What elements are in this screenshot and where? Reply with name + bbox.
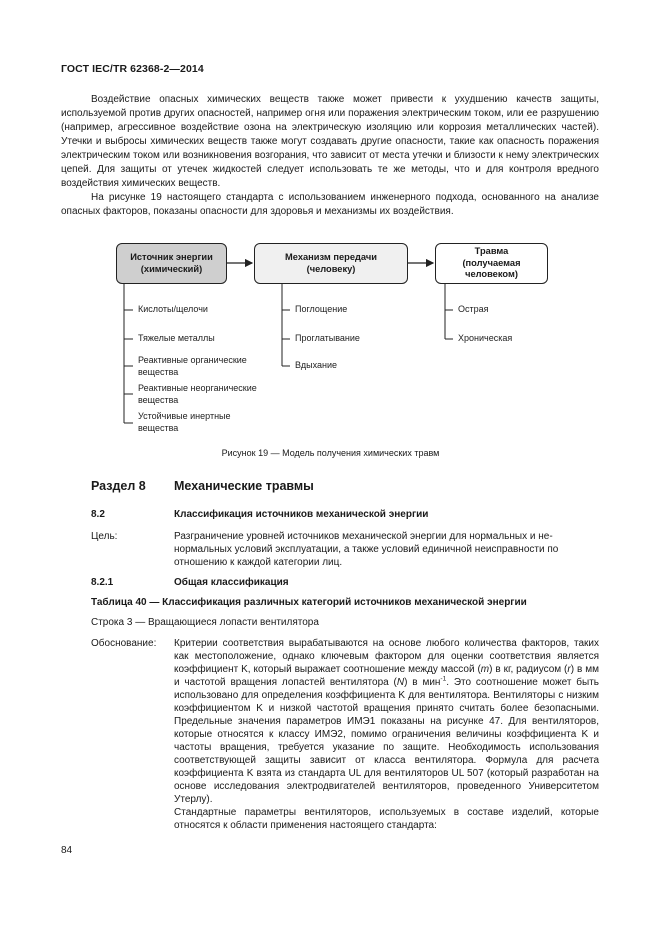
source-item: Тяжелые металлы (138, 333, 215, 343)
injury-title: Травма (474, 246, 509, 257)
source-item: Устойчивые инертные вещества (138, 411, 231, 433)
table-row-label: Строка 3 — Вращающиеся лопасти вентилятора (91, 617, 319, 628)
energy-source-subtitle: (химический) (140, 263, 203, 274)
injury-item: Хроническая (458, 333, 513, 343)
source-item: Реактивные неорганические вещества (138, 383, 257, 405)
clause-title: Классификация источников механической энергии (174, 509, 429, 520)
mechanism-item: Поглощение (295, 304, 348, 314)
subclause-title: Общая классификация (174, 577, 289, 588)
rationale-text: Критерии соответствия вырабатываются на основе любого количества факторов, таких как местоположение, однако ключевым фактором для оценки соответствия является коэффициент K, который выражает соотношение между массой (m) в кг, радиусом (r) в мм и частотой вращения лопастей вентилятора (N) в мин$^{-1}$. Это соотношение может быть использовано для определения коэффициента K для вентилятора. Вентиляторы с низким коэффициентом K и низкой частотой вращения принято считать более безопасными. Предельные значения параметров ИМЭ1 показаны на рисунке 47. Для вентиляторов, которые относятся к классу ИМЭ2, помимо ограничения величины коэффициента K и частоты вращения, требуется указание по защите. Необходимость использования соответствующей защиты зависит от класса вентилятора. Формула для расчета коэффициента K взята из стандарта UL для вентиляторов UL 507 (который разработан на основе исследования электродвигателей вентиляторов, проведенного Университетом Утерлу). Стандартные параметры вентиляторов, используемых в составе изделий, которые относятся к области применения настоящего стандарта: (174, 638, 600, 831)
transfer-mechanism-box (254, 243, 408, 284)
source-item: Реактивные органические вещества (138, 355, 247, 377)
goal-label: Цель: (91, 531, 118, 542)
goal-text: Разграничение уровней источников механической энергии для нормальных и не- нормальных условий эксплуатации, а также условий единичной неисправности по отношению к каждой категории лиц. (174, 531, 559, 568)
transfer-mechanism-title: Механизм передачи (285, 252, 377, 262)
injury-box (435, 243, 548, 284)
mechanism-item: Проглатывание (295, 333, 360, 343)
energy-source-title: Источник энергии (130, 252, 213, 262)
energy-source-box (116, 243, 227, 284)
rationale-label: Обоснование: (91, 638, 157, 649)
injury-subtitle-2: человеком) (465, 269, 518, 280)
subclause-number: 8.2.1 (91, 577, 114, 588)
section-number: Раздел 8 (91, 479, 146, 493)
clause-number: 8.2 (91, 509, 105, 520)
diagram-connectors (0, 0, 661, 440)
intro-paragraph-1: Воздействие опасных химических веществ также может привести к ухудшению качеств защиты, используемой против других опасностей, например огня или поражения электрическим током, или ее разрушению (например, агрессивное воздействие озона на электрическую изоляцию или коррозия металлических частей). Утечки и выбросы химических веществ также могут создавать другие опасности, такие как опасность поражения электрическим током или возникновения возгорания, что зависит от места утечки и близости к нему электрических цепей. Для защиты от утечек жидкостей следует использовать те же методы, что и для контроля вредного воздействия химических веществ. (61, 94, 599, 189)
injury-subtitle-1: (получаемая (462, 257, 521, 268)
page-number: 84 (61, 845, 73, 856)
mechanism-item: Вдыхание (295, 360, 338, 370)
transfer-mechanism-subtitle: (человеку) (306, 263, 356, 274)
section-title: Механические травмы (174, 479, 314, 493)
intro-paragraph-2: На рисунке 19 настоящего стандарта с использованием инженерного подхода, основанного на анализе опасных факторов, показаны опасности для здоровья и механизмы их воздействия. (61, 192, 599, 217)
source-item: Кислоты/щелочи (138, 304, 208, 314)
figure-caption: Рисунок 19 — Модель получения химических травм (221, 448, 440, 458)
table-title: Таблица 40 — Классификация различных категорий источников механической энергии (91, 597, 527, 608)
injury-item: Острая (458, 304, 489, 314)
document-header: ГОСТ IEC/TR 62368-2—2014 (61, 63, 204, 75)
